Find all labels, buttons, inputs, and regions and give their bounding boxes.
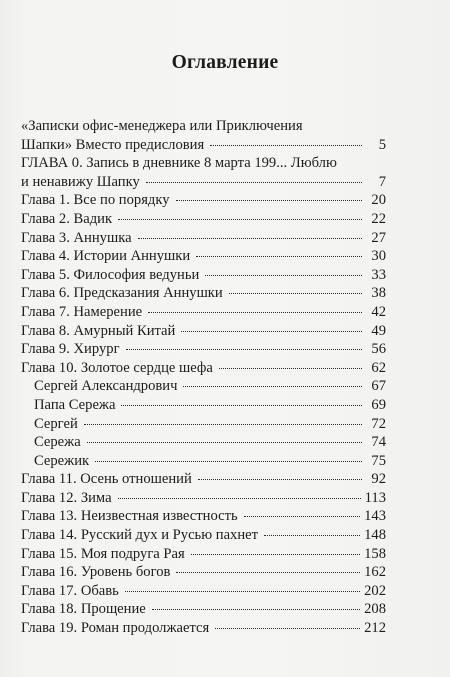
dot-leader [210,145,362,146]
dot-leader [205,275,362,276]
toc-page-number: 27 [371,229,386,246]
toc-entry-text: Глава 6. Предсказания Аннушки [21,285,223,302]
toc-entry-text: Шапки» Вместо предисловия [21,136,205,153]
dot-leader [95,461,362,462]
toc-entry-chapter-5 [21,266,386,285]
dot-leader [118,219,362,220]
toc-page-number: 162 [364,564,386,581]
dot-leader [219,368,362,369]
toc-entry-chapter-10 [21,359,386,378]
dot-leader [125,591,360,592]
toc-page-number: 148 [364,527,386,544]
toc-entry-text: Глава 1. Все по порядку [21,192,170,209]
toc-page-number: 20 [371,192,386,209]
dot-leader [196,256,362,257]
toc-entry-text: Глава 19. Роман продолжается [21,620,210,637]
toc-entry-text: Глава 13. Неизвестная известность [21,508,238,525]
dot-leader [229,293,362,294]
toc-entry-chapter-12 [21,489,386,508]
dot-leader [191,554,360,555]
dot-leader [146,182,362,183]
toc-entry-text: Глава 4. Истории Аннушки [21,248,191,265]
toc-subentry [21,377,386,396]
toc-page-number: 67 [371,378,386,395]
toc-subentry [21,433,386,452]
toc-page-number: 7 [378,173,386,190]
toc-entry-text: Глава 2. Вадик [21,210,113,227]
toc-entry-chapter-8 [21,322,386,341]
toc-entry-chapter-0 [21,154,386,191]
toc-page-number: 158 [364,545,386,562]
toc-page-number: 56 [371,341,386,358]
toc-entry-text: Глава 16. Уровень богов [21,564,171,581]
toc-page-number: 202 [364,582,386,599]
toc-entry-text: Глава 9. Хирург [21,341,120,358]
dot-leader [84,424,362,425]
toc-entry-text: «Записки офис-менеджера или Приключения [21,118,303,134]
toc-entry-chapter-18 [21,600,386,619]
toc-entry-chapter-16 [21,563,386,582]
toc-page-number: 92 [371,471,386,488]
toc-entry-text: Сергей Александрович [34,378,178,395]
toc-entry-chapter-17 [21,582,386,601]
toc-entry-text: Глава 12. Зима [21,489,112,506]
toc-entry-chapter-3 [21,229,386,248]
toc-page-number: 143 [364,508,386,525]
dot-leader [176,572,360,573]
dot-leader [264,535,360,536]
toc-page-number: 72 [371,415,386,432]
dot-leader [126,349,362,350]
toc-subentry [21,452,386,471]
toc-subentry [21,415,386,434]
toc-entry-chapter-7 [21,303,386,322]
toc-entry-chapter-6 [21,284,386,303]
toc-page-number: 212 [364,620,386,637]
page-title: Оглавление [171,52,279,73]
toc-entry-chapter-1 [21,191,386,210]
dot-leader [121,405,362,406]
toc-page-number: 69 [371,396,386,413]
dot-leader [118,498,361,499]
toc-page-number: 74 [371,434,386,451]
toc-entry-intro [21,117,386,154]
toc-entry-chapter-15 [21,545,386,564]
toc-entry-text: Глава 15. Моя подруга Рая [21,545,185,562]
toc-entry-text: Сережик [34,452,90,469]
toc-entry-text: Сергей [34,415,78,432]
dot-leader [181,331,362,332]
dot-leader [215,628,360,629]
toc-entry-chapter-19 [21,619,386,638]
toc-page-number: 49 [371,322,386,339]
toc-page-number: 42 [371,303,386,320]
toc-entry-chapter-13 [21,507,386,526]
toc-entry-text: ГЛАВА 0. Запись в дневнике 8 марта 199... Люблю [21,155,337,172]
toc-entry-text: Глава 7. Намерение [21,303,143,320]
toc-entry-text: Глава 5. Философия ведуньи [21,266,200,283]
table-of-contents [21,117,386,638]
toc-page-number: 75 [371,452,386,469]
toc-entry-text: Папа Сережа [34,396,116,413]
toc-subentry [21,396,386,415]
toc-entry-text: Глава 10. Золотое сердце шефа [21,359,213,376]
toc-page-number: 5 [378,136,386,153]
toc-entry-chapter-4 [21,247,386,266]
toc-entry-text: Глава 18. Прощение [21,601,146,618]
toc-page-number: 208 [364,601,386,618]
dot-leader [87,442,362,443]
toc-entry-chapter-2 [21,210,386,229]
dot-leader [198,479,362,480]
toc-entry-chapter-11 [21,470,386,489]
toc-entry-text: Глава 11. Осень отношений [21,471,192,488]
toc-page-number: 113 [364,489,386,506]
toc-page-number: 33 [371,266,386,283]
toc-entry-text: Глава 3. Аннушка [21,229,132,246]
toc-entry-text: Сережа [34,434,81,451]
toc-entry-text: Глава 17. Обавь [21,582,119,599]
dot-leader [176,200,362,201]
toc-page-number: 30 [371,248,386,265]
toc-entry-chapter-9 [21,340,386,359]
dot-leader [244,516,360,517]
toc-entry-chapter-14 [21,526,386,545]
toc-page-number: 62 [371,359,386,376]
dot-leader [152,609,360,610]
dot-leader [138,238,362,239]
dot-leader [183,386,362,387]
toc-page-number: 22 [371,210,386,227]
toc-entry-text: и ненавижу Шапку [21,173,140,190]
toc-entry-text: Глава 8. Амурный Китай [21,322,176,339]
toc-entry-text: Глава 14. Русский дух и Русью пахнет [21,527,259,544]
toc-page-number: 38 [371,285,386,302]
dot-leader [148,312,362,313]
